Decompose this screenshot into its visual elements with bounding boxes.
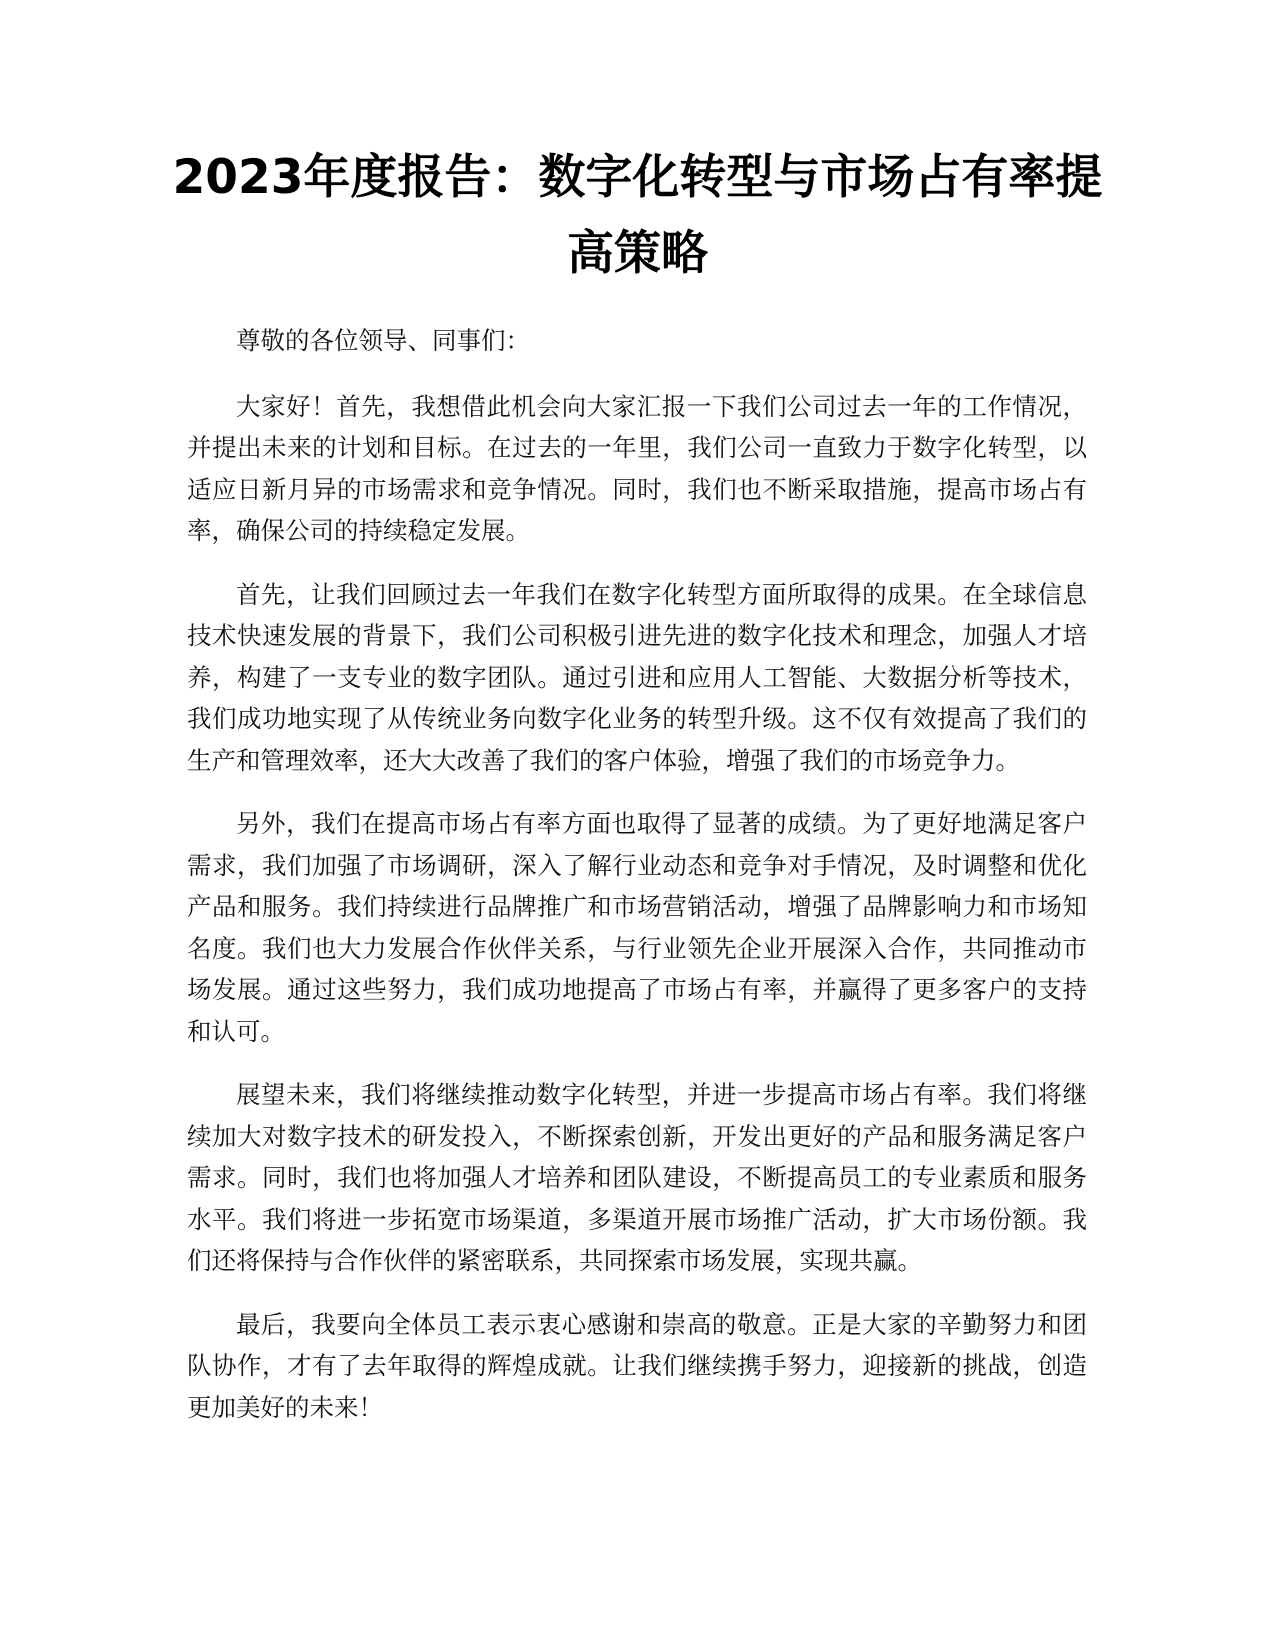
paragraph-digital-transformation: 首先，让我们回顾过去一年我们在数字化转型方面所取得的成果。在全球信息技术快速发展的背景下，我们公司积极引进先进的数字化技术和理念，加强人才培养，构建了一支专业的数字团队。通过引进和应用人工智能、大数据分析等技术，我们成功地实现了从传统业务向数字化业务的转型升级。这不仅有效提高了我们的生产和管理效率，还大大改善了我们的客户体验，增强了我们的市场竞争力。 [187,579,1087,775]
paragraph-closing: 最后，我要向全体员工表示衷心感谢和崇高的敬意。正是大家的辛勤努力和团队协作，才有了去年取得的辉煌成就。让我们继续携手努力，迎接新的挑战，创造更加美好的未来！ [187,1309,1087,1422]
document-body [187,320,1087,1450]
paragraph-outlook: 展望未来，我们将继续推动数字化转型，并进一步提高市场占有率。我们将继续加大对数字技术的研发投入，不断探索创新，开发出更好的产品和服务满足客户需求。同时，我们也将加强人才培养和团队建设，不断提高员工的专业素质和服务水平。我们将进一步拓宽市场渠道，多渠道开展市场推广活动，扩大市场份额。我们还将保持与合作伙伴的紧密联系，共同探索市场发展，实现共赢。 [187,1080,1087,1275]
paragraph-intro: 大家好！首先，我想借此机会向大家汇报一下我们公司过去一年的工作情况，并提出未来的计划和目标。在过去的一年里，我们公司一直致力于数字化转型，以适应日新月异的市场需求和竞争情况。同时，我们也不断采取措施，提高市场占有率，确保公司的持续稳定发展。 [187,391,1087,545]
document-title: 2023年度报告：数字化转型与市场占有率提高策略 [172,150,1103,281]
paragraph-market-share: 另外，我们在提高市场占有率方面也取得了显著的成绩。为了更好地满足客户需求，我们加强了市场调研，深入了解行业动态和竞争对手情况，及时调整和优化产品和服务。我们持续进行品牌推广和市场营销活动，增强了品牌影响力和市场知名度。我们也大力发展合作伙伴关系，与行业领先企业开展深入合作，共同推动市场发展。通过这些努力，我们成功地提高了市场占有率，并赢得了更多客户的支持和认可。 [187,809,1087,1046]
greeting-line: 尊敬的各位领导、同事们： [236,326,530,355]
